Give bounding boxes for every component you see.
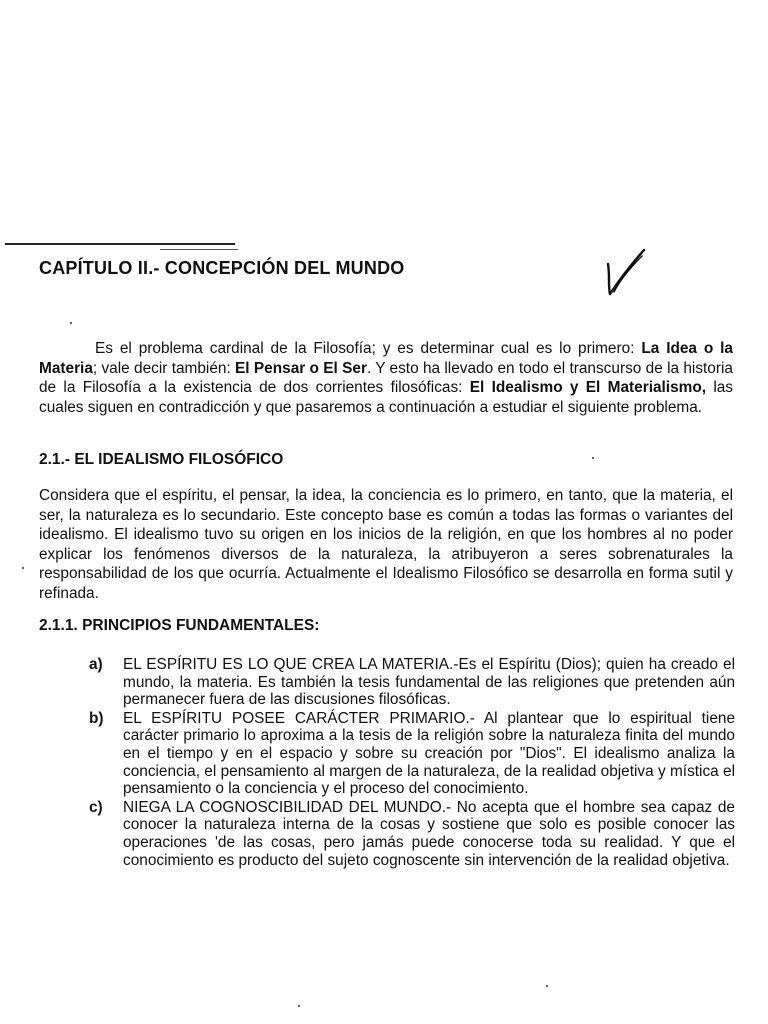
intro-bold-idealismo-materialismo: El Idealismo y El Materialismo, [469, 379, 707, 397]
list-marker: c) [89, 798, 103, 816]
list-item [87, 710, 735, 798]
chapter-title: CAPÍTULO II.- CONCEPCIÓN DEL MUNDO [39, 258, 405, 278]
principles-list [87, 656, 735, 870]
intro-paragraph: Es el problema cardinal de la Filosofía; y es determinar cual es lo primero: La Idea o la Materia; vale decir también: El Pensar o El Ser. Y esto ha llevado en todo el transcurso de la historia de la Filosofía a la existencia de dos corrientes filosóficas: El Idealismo y El Materialismo, las cuales siguen en contradicción y que pasaremos a continuación a estudiar el siguiente problema. [39, 340, 734, 416]
scan-speck [70, 322, 72, 324]
scan-speck [22, 567, 24, 569]
handwritten-check-mark [598, 246, 658, 298]
list-item [87, 656, 735, 709]
list-marker: a) [89, 656, 103, 673]
scan-speck [546, 985, 548, 987]
list-marker: b) [89, 709, 104, 727]
scan-speck [592, 457, 594, 459]
scan-speck [298, 1005, 300, 1007]
list-item-text: EL ESPÍRITU ES LO QUE CREA LA MATERIA.-Es el Espíritu (Dios); quien ha creado el mundo, la materia. Es también la tesis fundamental de las religiones que pretenden aún permanecer fuera de las discusiones filosóficas. [123, 656, 735, 709]
section-heading-idealismo: 2.1.- EL IDEALISMO FILOSÓFICO [39, 451, 284, 468]
top-rule-tail-line [160, 249, 238, 250]
list-item [87, 799, 735, 869]
top-rule-line [5, 243, 235, 245]
idealismo-paragraph: Considera que el espíritu, el pensar, la idea, la conciencia es lo primero, en tanto, que la materia, el ser, la naturaleza es lo secundario. Este concepto base es común a todas las formas o variantes del idealismo. El idealismo tuvo su origen en los inicios de la religión, en que los hombres al no poder explicar los fenómenos diversos de la naturaleza, la atribuyeron a seres sobrenaturales la responsabilidad de los que ocurría. Actualmente el Idealismo Filosófico se desarrolla en forma sutil y refinada. [39, 487, 733, 602]
intro-bold-idea-materia: La Idea o la Materia [39, 340, 733, 377]
list-item-text: NIEGA LA COGNOSCIBILIDAD DEL MUNDO.- No acepta que el hombre sea capaz de conocer la naturaleza interna de la cosas y sostiene que solo es posible conocer las operaciones 'de las cosas, pero jamás puede conocerse toda su realidad. Y que el conocimiento es producto del sujeto cognoscente sin intervención de la realidad objetiva. [123, 798, 735, 869]
section-heading-principios: 2.1.1. PRINCIPIOS FUNDAMENTALES: [39, 617, 320, 634]
intro-bold-pensar-ser: El Pensar o El Ser [235, 359, 367, 377]
list-item-text: EL ESPÍRITU POSEE CARÁCTER PRIMARIO.- Al plantear que lo espiritual tiene carácter primario lo aproxima a la tesis de la religión sobre la naturaleza finita del mundo en el tiempo y en el espacio y sobre su creación por "Dios". El idealismo analiza la conciencia, el pensamiento al margen de la naturaleza, de la realidad objetiva y mística el pensamiento o la conciencia y el proceso del conocimiento. [123, 709, 735, 798]
